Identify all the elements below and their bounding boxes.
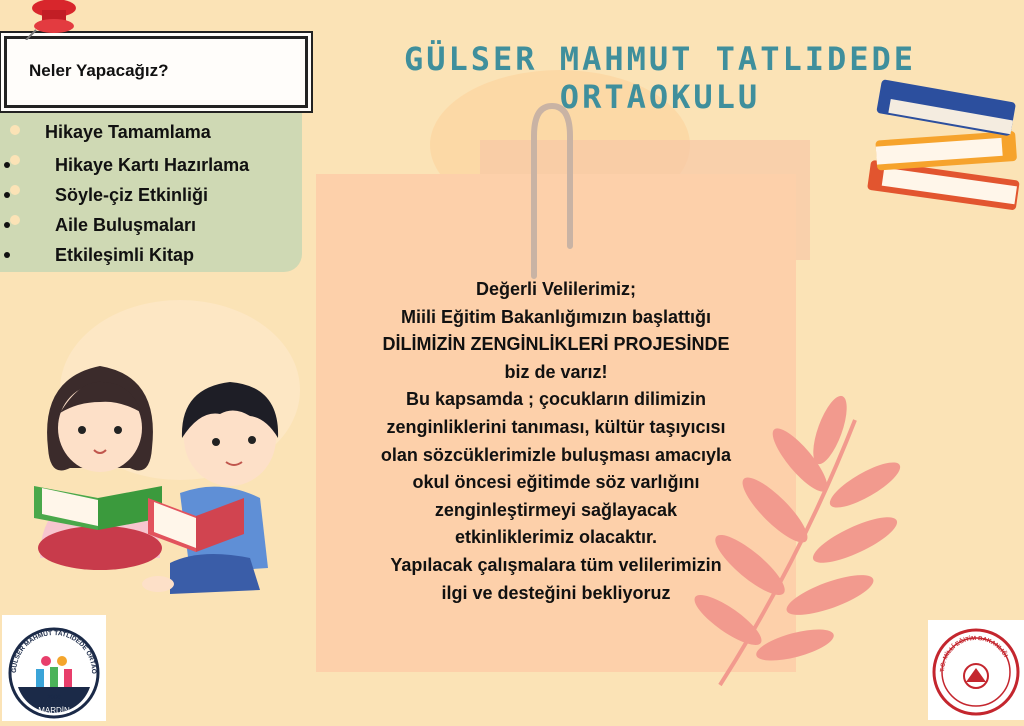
paperclip-icon: [522, 96, 582, 286]
school-logo-emblem: [2, 615, 106, 721]
message-line: biz de varız!: [504, 361, 608, 382]
logo-city: MARDİN: [38, 706, 70, 715]
school-title-line1: GÜLSER MAHMUT TATLIDEDE: [403, 40, 917, 78]
list-item: Etkileşimli Kitap: [0, 240, 249, 270]
school-title-line2: ORTAOKULU: [559, 78, 761, 116]
list-item: Aile Buluşmaları: [0, 210, 249, 240]
message-line: Bu kapsamda ; çocukların dilimizin: [405, 389, 707, 410]
list-item: Söyle-çiz Etkinliği: [0, 180, 249, 210]
list-item: Hikaye Kartı Hazırlama: [0, 150, 249, 180]
message-line: Değerli Velilerimiz;: [475, 279, 637, 299]
message-line: Miili Eğitim Bakanlığımızın başlattığı: [400, 306, 712, 327]
school-logo: [2, 615, 106, 721]
notebook-holes: [10, 125, 20, 245]
label-tag: [4, 36, 308, 108]
message-line: ilgi ve desteğini bekliyoruz: [441, 582, 671, 603]
logo-arc-text: T.C. MİLLÎ EĞİTİM BAKANLIĞI: [939, 635, 1009, 673]
pushpin-icon: [18, 0, 78, 40]
message-line: olan sözcüklerimizle buluşması amacıyla: [380, 444, 732, 465]
activities-card: [0, 100, 302, 272]
message-line: Yapılacak çalışmalara tüm velilerimizin: [390, 554, 722, 575]
book-stack-icon: [862, 78, 1022, 218]
message-line: etkinliklerimiz olacaktır.: [454, 527, 658, 548]
activities-heading: Hikaye Tamamlama: [45, 122, 211, 142]
logo-year: 2000: [47, 695, 61, 701]
children-reading-illustration: [20, 358, 290, 598]
message-body: [316, 276, 796, 607]
message-line: DİLİMİZİN ZENGİNLİKLERİ PROJESİNDE: [382, 334, 730, 355]
activities-list: [0, 150, 249, 270]
message-line: zenginliklerini tanıması, kültür taşıyıcısı: [386, 416, 726, 437]
ministry-logo: [928, 620, 1024, 720]
label-tag-text: Neler Yapacağız?: [29, 61, 169, 80]
message-line: okul öncesi eğitimde söz varlığını: [412, 472, 700, 493]
message-line: zenginleştirmeyi sağlayacak: [434, 499, 678, 520]
logo-arc-text: GÜLSER MAHMUT TATLIDEDE ORTAO: [10, 629, 98, 675]
ministry-logo-emblem: [928, 620, 1024, 720]
